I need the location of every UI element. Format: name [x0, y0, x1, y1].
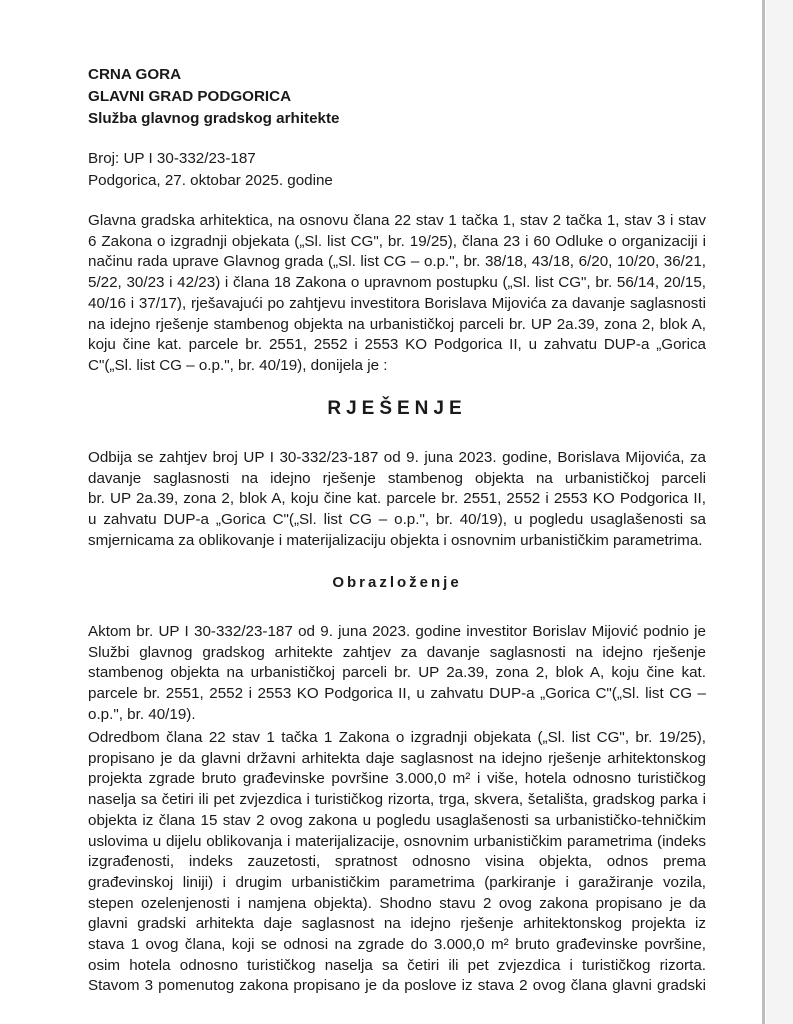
intro-paragraph — [88, 211, 706, 377]
text-line: br. UP 2a.39, zona 2, blok A, koju čine kat. parcele br. 2551, 2552 i 2553 KO Podgorica II, — [88, 490, 706, 508]
text-line: stambenog objekta na urbanističkoj parceli br. UP 2a.39, zona 2, blok A, koju čine kat. — [88, 664, 706, 682]
text-line: načinu rada uprave Glavnog grada („Sl. list CG – o.p.", br. 38/18, 43/18, 6/20, 10/20, 36/21, — [88, 253, 706, 271]
reasoning-heading: Obrazloženje — [332, 574, 462, 591]
text-line: naselja sa četiri ili pet zvjezdica i turističkog rizorta, trga, skvera, šetališta, gradskog parka i — [88, 791, 706, 809]
reasoning-paragraph-2 — [88, 728, 706, 997]
text-line: koju čine kat. parcele br. 2551, 2552 i 2553 KO Podgorica II, u zahvatu DUP-a „Gorica — [88, 336, 706, 354]
text-line: davanje saglasnosti na idejno rješenje stambenog objekta na urbanističkoj parceli — [88, 469, 706, 487]
text-line: C"(„Sl. list CG – o.p.", br. 40/19), donijela je : — [88, 356, 388, 374]
text-line: 6 Zakona o izgradnji objekata („Sl. list CG", br. 19/25), člana 23 i 60 Odluke o organizaciji i — [88, 232, 706, 250]
office-name: Služba glavnog gradskog arhitekte — [88, 110, 340, 127]
text-line: Aktom br. UP I 30-332/23-187 od 9. juna 2023. godine investitor Borislav Mijović podnio je — [88, 623, 706, 640]
text-line: parcele br. 2551, 2552 i 2553 KO Podgorica II, u zahvatu DUP-a „Gorica C"(„Sl. list CG – — [88, 685, 706, 703]
scan-edge-line — [762, 0, 765, 1024]
text-line: stepen ozelenjenosti i namjena objekta). Shodno stavu 2 ovog zakona propisano je da — [88, 894, 706, 912]
country-name: CRNA GORA — [88, 66, 182, 83]
decision-paragraph — [88, 448, 706, 552]
text-line: Službi glavnog gradskog arhitekte zahtjev za davanje saglasnosti na idejno rješenje — [88, 643, 706, 661]
text-line: Stavom 3 pomenutog zakona propisano je da poslove iz stava 2 ovog člana glavni gradski — [88, 977, 706, 995]
reasoning-paragraph-1 — [88, 622, 706, 726]
text-line: građevinskoj liniji) i drugim urbanističkim parametrima (parkiranje i garažiranje vozila, — [88, 873, 706, 891]
text-line: glavni gradski arhitekta daje saglasnost na idejno rješenje arhitektonskog projekta iz — [88, 915, 706, 933]
case-number: Broj: UP I 30-332/23-187 — [88, 150, 256, 167]
text-line: Odredbom člana 22 stav 1 tačka 1 Zakona o izgradnji objekata („Sl. list CG", br. 19/25), — [88, 729, 706, 746]
letterhead — [88, 64, 340, 130]
text-line: na idejno rješenje stambenog objekta na urbanističkoj parceli br. UP 2a.39, zona 2, blok A, — [88, 315, 706, 333]
text-line: o.p.", br. 40/19). — [88, 705, 196, 723]
text-line: 40/16 i 37/17), rješavajući po zahtjevu investitora Borislava Mijovića za davanje saglasnosti — [88, 294, 706, 312]
text-line: objekta iz člana 15 stav 2 ovog zakona u pogledu usaglašenosti sa urbanističko-tehničkim — [88, 811, 706, 829]
text-line: stava 1 ovog člana, koji se odnosi na zgrade do 3.000,0 m² bruto građevinske površine, — [88, 936, 706, 954]
text-line: Glavna gradska arhitektica, na osnovu člana 22 stav 1 tačka 1, stav 2 tačka 1, stav 3 i stav — [88, 212, 706, 229]
scan-margin — [766, 0, 793, 1024]
text-line: projekta zgrade bruto građevinske površine 3.000,0 m² i više, hotela odnosno turističkog — [88, 770, 706, 788]
text-line: Odbija se zahtjev broj UP I 30-332/23-187 od 9. juna 2023. godine, Borislava Mijovića, za — [88, 449, 706, 466]
text-line: smjernicama za oblikovanje i materijalizaciju objekta i osnovnim urbanističkim parametrima. — [88, 531, 703, 549]
document-meta — [88, 148, 333, 192]
text-line: uslovima u dijelu oblikovanja i materijalizacije, osnovnim urbanističkim parametrima (indeks — [88, 832, 706, 850]
decision-heading: RJEŠENJE — [327, 398, 467, 419]
text-line: propisano je da glavni državni arhitekta daje saglasnost na idejno rješenje arhitektonskog — [88, 749, 706, 767]
text-line: osim hotela odnosno turističkog naselja sa četiri ili pet zvjezdica i turističkog rizorta. — [88, 956, 706, 974]
text-line: 5/22, 30/23 i 42/23) i člana 18 Zakona o upravnom postupku („Sl. list CG", br. 56/14, 20/15, — [88, 274, 706, 292]
text-line: u zahvatu DUP-a „Gorica C"(„Sl. list CG – o.p.", br. 40/19), u pogledu usaglašenosti sa — [88, 511, 706, 529]
document-date: Podgorica, 27. oktobar 2025. godine — [88, 172, 333, 189]
text-line: izgrađenosti, indeks zauzetosti, spratnost odnosno visina objekta, odnos prema — [88, 853, 706, 871]
city-name: GLAVNI GRAD PODGORICA — [88, 88, 292, 105]
